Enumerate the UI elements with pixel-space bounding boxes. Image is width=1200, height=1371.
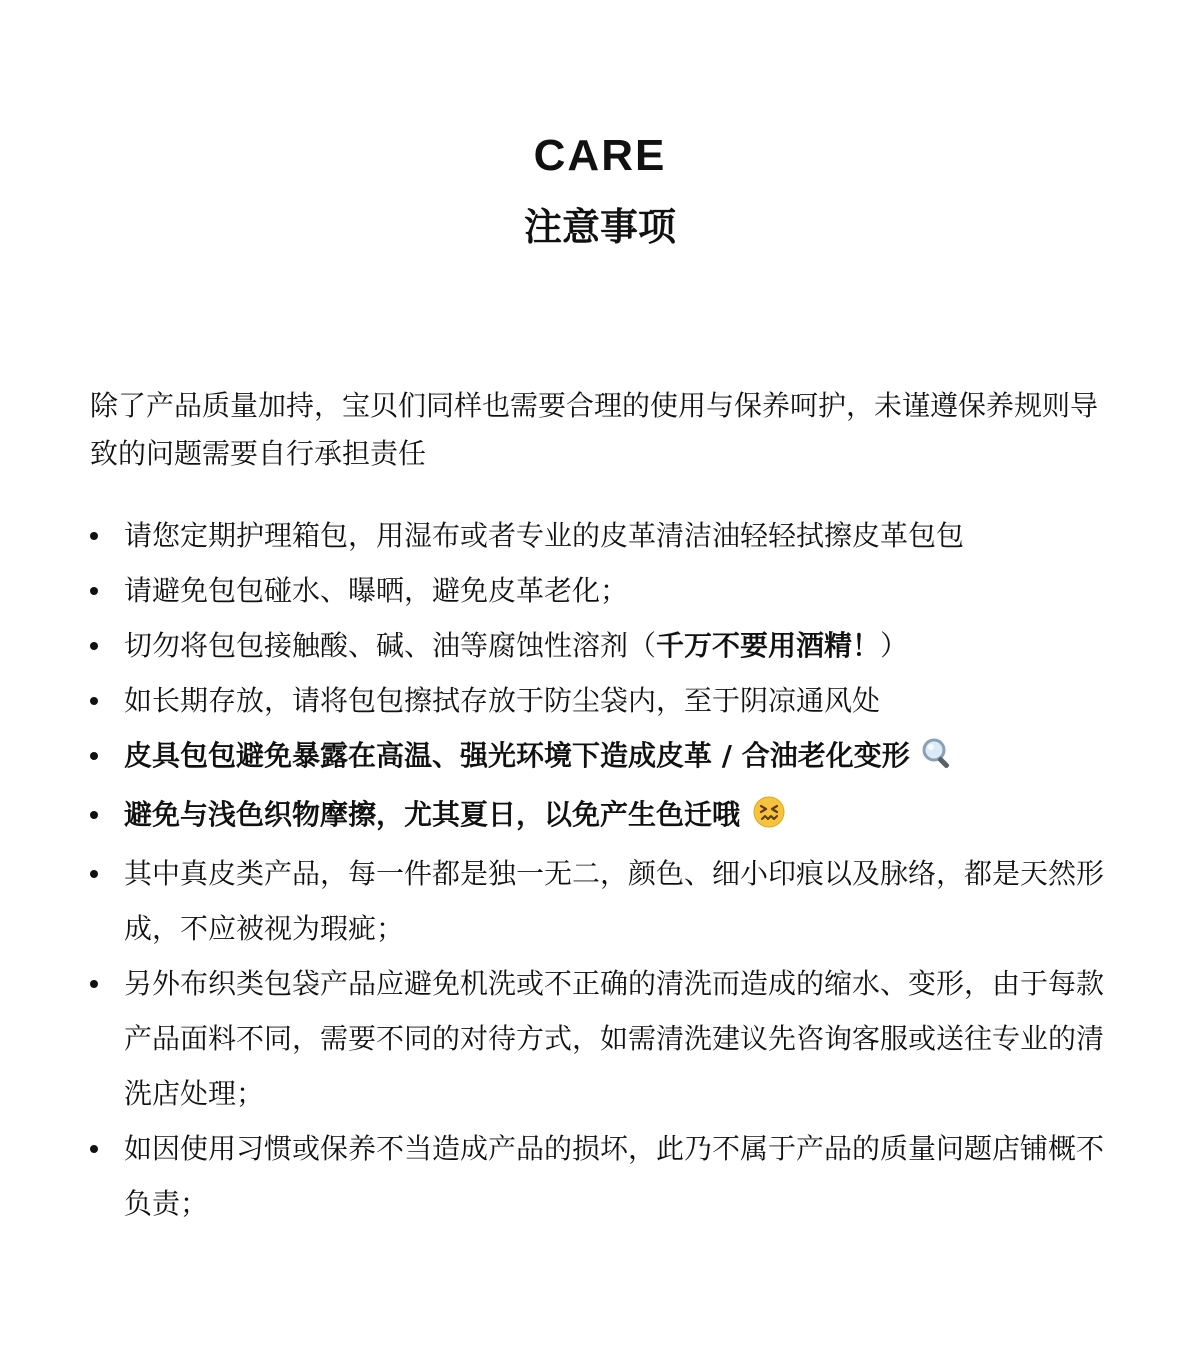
bullet-icon (90, 532, 98, 540)
bullet-icon (90, 697, 98, 705)
care-item-9 (90, 1121, 1120, 1231)
bullet-icon (90, 642, 98, 650)
bullet-icon (90, 811, 98, 819)
care-item-7 (90, 846, 1120, 956)
care-item-text: 其中真皮类产品，每一件都是独一无二，颜色、细小印痕以及脉络，都是天然形成，不应被视为瑕疵； (124, 857, 1105, 945)
bullet-icon (90, 752, 98, 760)
care-item-text: 切勿将包包接触酸、碱、油等腐蚀性溶剂（ (124, 629, 657, 662)
bullet-icon (90, 587, 98, 595)
bullet-icon (90, 980, 98, 988)
care-item-text: 如长期存放，请将包包擦拭存放于防尘袋内，至于阴凉通风处 (124, 684, 881, 717)
care-item-suffix: ） (880, 629, 909, 662)
care-item-2 (90, 563, 1120, 618)
magnifier-icon (921, 732, 955, 787)
care-instructions-list (90, 508, 1120, 1231)
care-item-1 (90, 508, 1120, 563)
intro-paragraph: 除了产品质量加持，宝贝们同样也需要合理的使用与保养呵护，未谨遵保养规则导致的问题需要自行承担责任 (90, 389, 1099, 470)
care-item-5 (90, 728, 1120, 787)
care-item-text: 另外布织类包袋产品应避免机洗或不正确的清洗而造成的缩水、变形，由于每款产品面料不同，需要不同的对待方式，如需清洗建议先咨询客服或送往专业的清洗店处理； (124, 967, 1105, 1110)
care-item-text: 皮具包包避免暴露在高温、强光环境下造成皮革 / 合油老化变形 (124, 739, 910, 772)
care-item-4 (90, 673, 1120, 728)
care-item-text: 如因使用习惯或保养不当造成产品的损坏，此乃不属于产品的质量问题店铺概不负责； (124, 1132, 1105, 1220)
care-item-6 (90, 787, 1120, 846)
confounded-face-icon (752, 791, 786, 846)
page-title-en: CARE (533, 131, 667, 180)
bullet-icon (90, 1145, 98, 1153)
page-title-cn: 注意事项 (523, 205, 676, 249)
care-item-3 (90, 618, 1120, 673)
care-item-emphasis: 千万不要用酒精！ (656, 629, 881, 662)
page-header (0, 128, 1200, 252)
bullet-icon (90, 870, 98, 878)
care-item-text: 避免与浅色织物摩擦，尤其夏日，以免产生色迁哦 (124, 798, 741, 831)
care-item-text: 请避免包包碰水、曝晒，避免皮革老化； (124, 574, 629, 607)
care-item-text: 请您定期护理箱包，用湿布或者专业的皮革清洁油轻轻拭擦皮革包包 (124, 519, 965, 552)
care-item-8 (90, 956, 1120, 1121)
